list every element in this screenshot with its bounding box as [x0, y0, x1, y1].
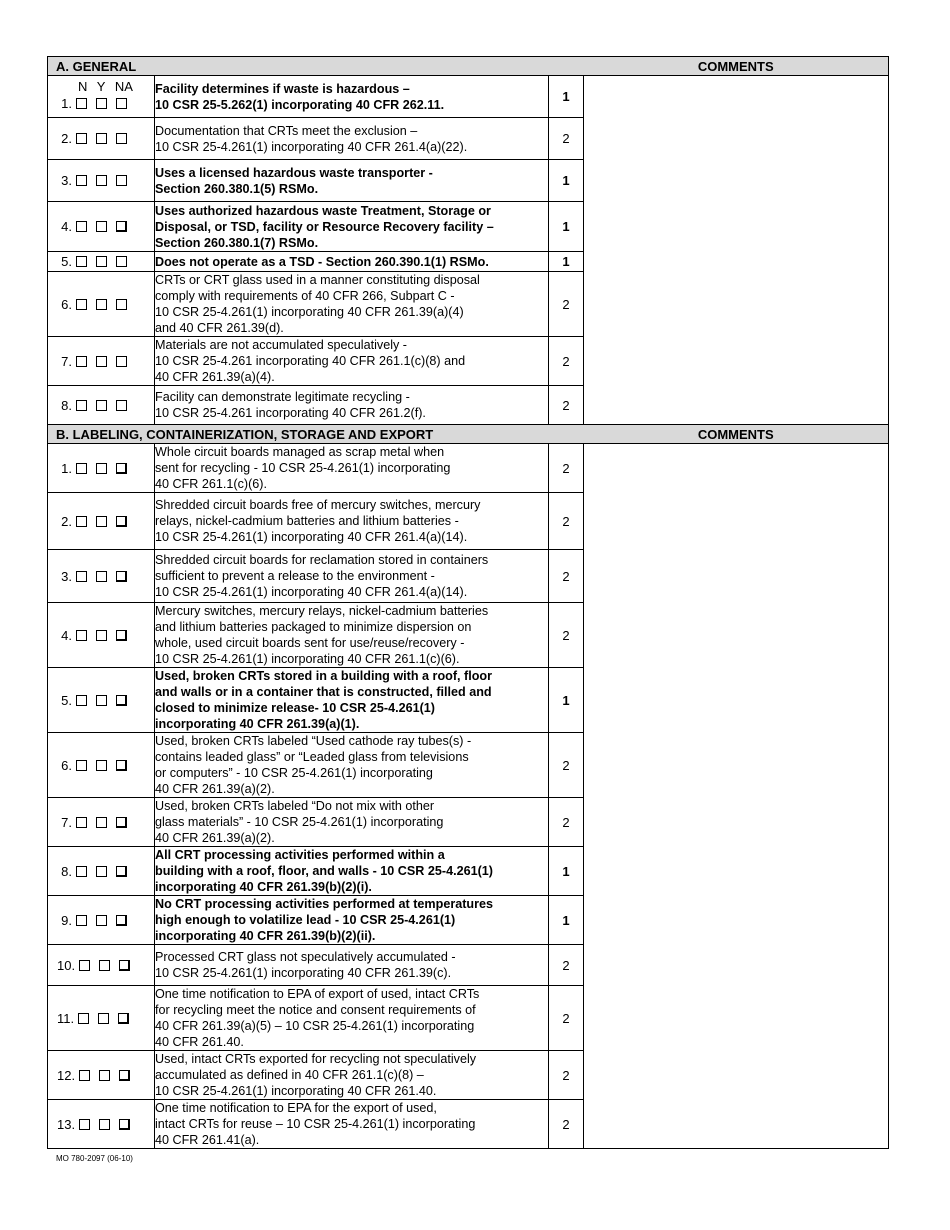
points-cell: 2: [549, 1100, 584, 1149]
requirement-line: One time notification to EPA for the export of used,: [155, 1101, 437, 1115]
checkbox-y[interactable]: [96, 463, 107, 474]
checkbox-cell: [48, 733, 155, 798]
points-cell: 1: [549, 76, 584, 118]
checkbox-na[interactable]: [116, 630, 127, 641]
requirement-line: comply with requirements of 40 CFR 266, Subpart C -: [155, 289, 455, 303]
checkbox-na[interactable]: [119, 960, 130, 971]
answer-options: [48, 913, 154, 928]
checkbox-y[interactable]: [96, 400, 107, 411]
requirement-line: Disposal, or TSD, facility or Resource Recovery facility –: [155, 219, 494, 234]
requirement-line: Processed CRT glass not speculatively accumulated -: [155, 950, 456, 964]
checklist-row: [48, 76, 889, 118]
item-number: 12.: [57, 1067, 76, 1083]
checkbox-n[interactable]: [79, 1070, 90, 1081]
section-title: A. GENERAL: [48, 57, 549, 76]
points-cell: 2: [549, 386, 584, 425]
requirement-text: [155, 945, 549, 986]
checkbox-na[interactable]: [116, 133, 127, 144]
checkbox-na[interactable]: [116, 299, 127, 310]
item-number: 7.: [61, 353, 72, 369]
checkbox-cell: [48, 798, 155, 847]
checkbox-na[interactable]: [119, 1070, 130, 1081]
points-cell: 2: [549, 550, 584, 603]
requirement-text: [155, 118, 549, 160]
requirement-line: Shredded circuit boards free of mercury switches, mercury: [155, 498, 481, 512]
points-cell: 2: [549, 118, 584, 160]
requirement-line: glass materials” - 10 CSR 25-4.261(1) incorporating: [155, 815, 444, 829]
checkbox-na[interactable]: [116, 221, 127, 232]
item-number: 11.: [57, 1010, 75, 1026]
checkbox-n[interactable]: [76, 463, 87, 474]
checkbox-cell: [48, 160, 155, 202]
points-cell: 2: [549, 733, 584, 798]
requirement-text: [155, 798, 549, 847]
checkbox-n[interactable]: [76, 516, 87, 527]
checkbox-na[interactable]: [116, 915, 127, 926]
points-cell: 2: [549, 603, 584, 668]
requirement-line: Section 260.380.1(5) RSMo.: [155, 181, 319, 196]
checkbox-na[interactable]: [116, 866, 127, 877]
checkbox-cell: [48, 1100, 155, 1149]
checkbox-na[interactable]: [119, 1119, 130, 1130]
item-number: 1.: [61, 460, 72, 476]
answer-options: [48, 254, 154, 269]
answer-options: [48, 628, 154, 643]
checkbox-cell: [48, 444, 155, 493]
requirement-line: Shredded circuit boards for reclamation stored in containers: [155, 553, 489, 567]
points-cell: 2: [549, 986, 584, 1051]
section-title: B. LABELING, CONTAINERIZATION, STORAGE AND EXPORT: [48, 425, 549, 444]
checkbox-cell: [48, 986, 155, 1051]
checkbox-cell: [48, 668, 155, 733]
requirement-line: closed to minimize release- 10 CSR 25-4.261(1): [155, 701, 435, 715]
points-cell: 1: [549, 160, 584, 202]
form-number: MO 780-2097 (06-10): [56, 1154, 133, 1163]
checkbox-y[interactable]: [96, 356, 107, 367]
checkbox-n[interactable]: [76, 695, 87, 706]
item-number: 9.: [61, 912, 72, 928]
requirement-line: whole, used circuit boards sent for use/reuse/recovery -: [155, 636, 465, 650]
checkbox-y[interactable]: [96, 98, 107, 109]
requirement-text: [155, 668, 549, 733]
checkbox-n[interactable]: [76, 866, 87, 877]
requirement-line: Used, broken CRTs labeled “Used cathode ray tubes(s) -: [155, 734, 472, 748]
requirement-line: Does not operate as a TSD - Section 260.390.1(1) RSMo.: [155, 254, 489, 269]
requirement-line: All CRT processing activities performed within a: [155, 848, 445, 862]
requirement-text: [155, 444, 549, 493]
requirement-line: Uses authorized hazardous waste Treatment, Storage or: [155, 203, 491, 218]
requirement-line: 10 CSR 25-4.261(1) incorporating 40 CFR 261.4(a)(14).: [155, 585, 468, 599]
points-cell: 1: [549, 202, 584, 252]
item-number: 5.: [61, 254, 72, 269]
requirement-line: Used, broken CRTs labeled “Do not mix with other: [155, 799, 435, 813]
requirement-line: Facility can demonstrate legitimate recycling -: [155, 390, 410, 404]
requirement-line: No CRT processing activities performed at temperatures: [155, 897, 494, 911]
points-cell: 2: [549, 444, 584, 493]
answer-options: [48, 758, 154, 773]
checkbox-cell: [48, 847, 155, 896]
answer-options: [48, 131, 154, 146]
requirement-line: 40 CFR 261.40.: [155, 1035, 244, 1049]
checkbox-cell: [48, 76, 155, 118]
answer-options: [48, 693, 154, 708]
requirement-line: incorporating 40 CFR 261.39(b)(2)(ii).: [155, 929, 376, 943]
requirement-text: [155, 1100, 549, 1149]
item-number: 13.: [57, 1116, 76, 1132]
checkbox-n[interactable]: [76, 98, 87, 109]
requirement-text: [155, 733, 549, 798]
points-cell: 2: [549, 945, 584, 986]
comments-area[interactable]: [584, 76, 889, 425]
checkbox-y[interactable]: [98, 1013, 109, 1024]
requirement-line: 10 CSR 25-4.261(1) incorporating 40 CFR 261.39(a)(4): [155, 305, 464, 319]
requirement-text: [155, 252, 549, 272]
checkbox-n[interactable]: [76, 256, 87, 267]
section-header-row: [48, 425, 889, 444]
requirement-line: sent for recycling - 10 CSR 25-4.261(1) incorporating: [155, 461, 451, 475]
checkbox-n[interactable]: [76, 571, 87, 582]
requirement-line: 40 CFR 261.41(a).: [155, 1133, 260, 1147]
requirement-line: One time notification to EPA of export of used, intact CRTs: [155, 987, 480, 1001]
answer-options: [48, 219, 154, 234]
checkbox-n[interactable]: [76, 400, 87, 411]
requirement-text: [155, 847, 549, 896]
checkbox-cell: [48, 493, 155, 550]
points-cell: 2: [549, 1051, 584, 1100]
checkbox-na[interactable]: [116, 760, 127, 771]
checkbox-n[interactable]: [76, 915, 87, 926]
requirement-line: 40 CFR 261.39(a)(2).: [155, 831, 275, 845]
item-number: 7.: [61, 814, 72, 830]
checklist-table: [47, 56, 889, 1149]
answer-options: [48, 1117, 154, 1132]
header-spacer: [549, 425, 584, 444]
checkbox-y[interactable]: [99, 960, 110, 971]
checkbox-n[interactable]: [76, 175, 87, 186]
checkbox-na[interactable]: [116, 817, 127, 828]
requirement-line: 10 CSR 25-4.261 incorporating 40 CFR 261.2(f).: [155, 406, 426, 420]
item-number: 8.: [61, 397, 72, 413]
points-cell: 1: [549, 252, 584, 272]
requirement-line: incorporating 40 CFR 261.39(b)(2)(i).: [155, 880, 372, 894]
requirement-line: 10 CSR 25-4.261(1) incorporating 40 CFR 261.4(a)(22).: [155, 139, 468, 154]
checkbox-y[interactable]: [96, 630, 107, 641]
answer-options: [48, 173, 154, 188]
requirement-line: Uses a licensed hazardous waste transporter -: [155, 165, 433, 180]
checkbox-na[interactable]: [116, 463, 127, 474]
checkbox-n[interactable]: [76, 221, 87, 232]
checkbox-na[interactable]: [116, 695, 127, 706]
item-number: 4.: [61, 219, 72, 234]
checkbox-na[interactable]: [116, 256, 127, 267]
requirement-text: [155, 160, 549, 202]
checkbox-y[interactable]: [96, 760, 107, 771]
checkbox-y[interactable]: [96, 175, 107, 186]
checkbox-y[interactable]: [96, 516, 107, 527]
requirement-line: or computers” - 10 CSR 25-4.261(1) incorporating: [155, 766, 433, 780]
requirement-line: intact CRTs for reuse – 10 CSR 25-4.261(1) incorporating: [155, 1117, 476, 1131]
item-number: 4.: [61, 627, 72, 643]
checkbox-y[interactable]: [99, 1070, 110, 1081]
requirement-line: and walls or in a container that is constructed, filled and: [155, 685, 492, 699]
requirement-line: Used, broken CRTs stored in a building with a roof, floor: [155, 669, 493, 683]
checkbox-n[interactable]: [79, 960, 90, 971]
checkbox-n[interactable]: [78, 1013, 89, 1024]
item-number: 1.: [61, 96, 72, 111]
checkbox-cell: [48, 252, 155, 272]
checkbox-n[interactable]: [76, 630, 87, 641]
points-cell: 2: [549, 337, 584, 386]
item-number: 6.: [61, 757, 72, 773]
requirement-text: [155, 386, 549, 425]
requirement-text: [155, 1051, 549, 1100]
requirement-line: and 40 CFR 261.39(d).: [155, 321, 284, 335]
checklist-row: [48, 444, 889, 493]
item-number: 3.: [61, 173, 72, 188]
checkbox-na[interactable]: [116, 356, 127, 367]
item-number: 2.: [61, 131, 72, 146]
header-spacer: [549, 57, 584, 76]
answer-options: [48, 514, 154, 529]
requirement-line: 40 CFR 261.1(c)(6).: [155, 477, 267, 491]
checkbox-n[interactable]: [76, 133, 87, 144]
checkbox-cell: [48, 896, 155, 945]
requirement-line: CRTs or CRT glass used in a manner constituting disposal: [155, 273, 480, 287]
item-number: 6.: [61, 296, 72, 312]
checkbox-cell: [48, 272, 155, 337]
checkbox-y[interactable]: [96, 695, 107, 706]
answer-options: [48, 815, 154, 830]
requirement-line: 10 CSR 25-4.261(1) incorporating 40 CFR 261.1(c)(6).: [155, 652, 460, 666]
checkbox-na[interactable]: [116, 516, 127, 527]
requirement-line: incorporating 40 CFR 261.39(a)(1).: [155, 717, 360, 731]
requirement-line: Documentation that CRTs meet the exclusion –: [155, 123, 418, 138]
requirement-line: 10 CSR 25-4.261(1) incorporating 40 CFR 261.4(a)(14).: [155, 530, 468, 544]
answer-options: [48, 354, 154, 369]
requirement-line: and lithium batteries packaged to minimize dispersion on: [155, 620, 472, 634]
answer-options: [48, 1011, 154, 1026]
comments-area[interactable]: [584, 444, 889, 1149]
answer-legend: N Y NA: [78, 79, 133, 94]
requirement-line: 10 CSR 25-4.261(1) incorporating 40 CFR 261.39(c).: [155, 966, 452, 980]
requirement-text: [155, 337, 549, 386]
points-cell: 2: [549, 272, 584, 337]
requirement-text: [155, 986, 549, 1051]
requirement-line: 10 CSR 25-4.261(1) incorporating 40 CFR 261.40.: [155, 1084, 437, 1098]
requirement-text: [155, 272, 549, 337]
requirement-line: Whole circuit boards managed as scrap metal when: [155, 445, 445, 459]
answer-options: [48, 1068, 154, 1083]
checkbox-cell: [48, 386, 155, 425]
requirement-line: Used, intact CRTs exported for recycling not speculatively: [155, 1052, 477, 1066]
checkbox-na[interactable]: [116, 175, 127, 186]
comments-header: COMMENTS: [584, 425, 889, 444]
requirement-text: [155, 896, 549, 945]
points-cell: 2: [549, 798, 584, 847]
requirement-line: accumulated as defined in 40 CFR 261.1(c)(8) –: [155, 1068, 424, 1082]
requirement-text: [155, 76, 549, 118]
answer-options: [48, 297, 154, 312]
checkbox-y[interactable]: [96, 133, 107, 144]
item-number: 10.: [57, 957, 76, 973]
requirement-text: [155, 202, 549, 252]
checkbox-cell: [48, 337, 155, 386]
requirement-line: relays, nickel-cadmium batteries and lithium batteries -: [155, 514, 459, 528]
requirement-text: [155, 493, 549, 550]
answer-options: [48, 569, 154, 584]
requirement-line: Materials are not accumulated speculatively -: [155, 338, 407, 352]
requirement-line: Mercury switches, mercury relays, nickel-cadmium batteries: [155, 604, 489, 618]
checkbox-cell: [48, 550, 155, 603]
item-number: 3.: [61, 568, 72, 584]
requirement-text: [155, 550, 549, 603]
requirement-line: 10 CSR 25-4.261 incorporating 40 CFR 261.1(c)(8) and: [155, 354, 466, 368]
answer-options: [48, 864, 154, 879]
checkbox-cell: [48, 945, 155, 986]
checkbox-na[interactable]: [116, 98, 127, 109]
requirement-line: 40 CFR 261.39(a)(4).: [155, 370, 275, 384]
comments-header: COMMENTS: [584, 57, 889, 76]
requirement-line: 10 CSR 25-5.262(1) incorporating 40 CFR 262.11.: [155, 97, 445, 112]
requirement-line: sufficient to prevent a release to the environment -: [155, 569, 435, 583]
answer-options: [48, 958, 154, 973]
item-number: 8.: [61, 863, 72, 879]
requirement-line: contains leaded glass” or “Leaded glass from televisions: [155, 750, 469, 764]
checkbox-n[interactable]: [76, 760, 87, 771]
points-cell: 2: [549, 493, 584, 550]
checkbox-y[interactable]: [96, 299, 107, 310]
requirement-text: [155, 603, 549, 668]
requirement-line: 40 CFR 261.39(a)(2).: [155, 782, 275, 796]
item-number: 2.: [61, 513, 72, 529]
checkbox-na[interactable]: [118, 1013, 129, 1024]
checkbox-cell: [48, 603, 155, 668]
requirement-line: building with a roof, floor, and walls - 10 CSR 25-4.261(1): [155, 864, 493, 878]
checkbox-n[interactable]: [76, 817, 87, 828]
checkbox-y[interactable]: [96, 221, 107, 232]
checkbox-cell: [48, 202, 155, 252]
requirement-line: Section 260.380.1(7) RSMo.: [155, 235, 319, 250]
requirement-line: for recycling meet the notice and consent requirements of: [155, 1003, 476, 1017]
checkbox-cell: [48, 118, 155, 160]
checkbox-n[interactable]: [76, 356, 87, 367]
answer-options: [48, 398, 154, 413]
checkbox-na[interactable]: [116, 571, 127, 582]
item-number: 5.: [61, 692, 72, 708]
requirement-line: 40 CFR 261.39(a)(5) – 10 CSR 25-4.261(1) incorporating: [155, 1019, 475, 1033]
checkbox-y[interactable]: [96, 571, 107, 582]
section-header-row: [48, 57, 889, 76]
checkbox-y[interactable]: [96, 866, 107, 877]
checkbox-y[interactable]: [99, 1119, 110, 1130]
checkbox-n[interactable]: [79, 1119, 90, 1130]
requirement-line: high enough to volatilize lead - 10 CSR 25-4.261(1): [155, 913, 456, 927]
points-cell: 1: [549, 668, 584, 733]
points-cell: 1: [549, 896, 584, 945]
checkbox-n[interactable]: [76, 299, 87, 310]
answer-options: [48, 461, 154, 476]
checkbox-cell: [48, 1051, 155, 1100]
checkbox-y[interactable]: [96, 256, 107, 267]
points-cell: 1: [549, 847, 584, 896]
checkbox-y[interactable]: [96, 817, 107, 828]
checkbox-na[interactable]: [116, 400, 127, 411]
checkbox-y[interactable]: [96, 915, 107, 926]
requirement-line: Facility determines if waste is hazardous –: [155, 81, 410, 96]
